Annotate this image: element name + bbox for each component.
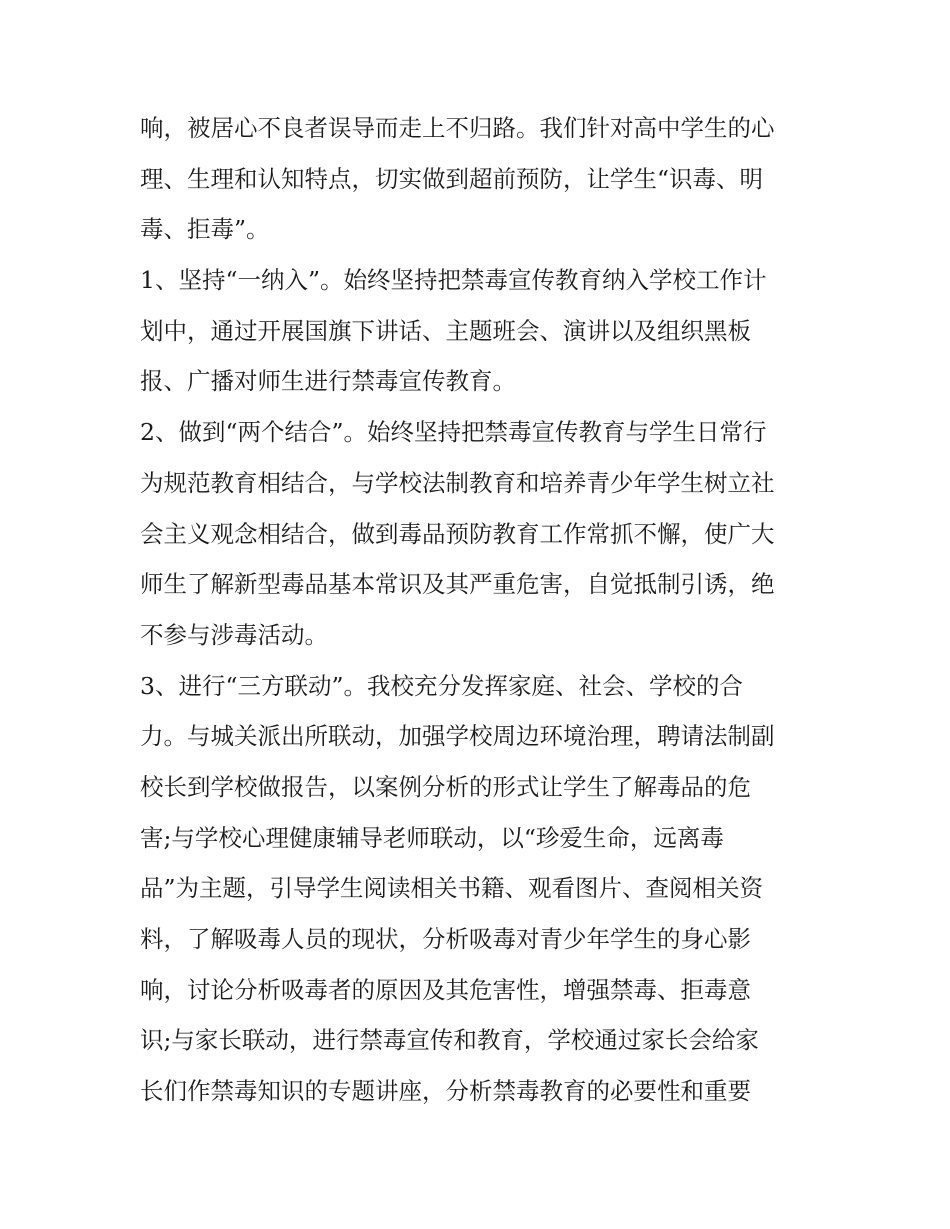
text-line: 响，讨论分析吸毒者的原因及其危害性，增强禁毒、拒毒意 <box>140 975 751 1004</box>
text-line: 害;与学校心理健康辅导老师联动，以“珍爱生命，远离毒 <box>140 823 724 852</box>
text-line: 理、生理和认知特点，切实做到超前预防，让学生“识毒、明 <box>140 164 764 193</box>
text-line: 会主义观念相结合，做到毒品预防教育工作常抓不懈，使广大 <box>140 519 775 548</box>
text-line: 1、坚持“一纳入”。始终坚持把禁毒宣传教育纳入学校工作计 <box>140 266 767 295</box>
text-line: 力。与城关派出所联动，加强学校周边环境治理，聘请法制副 <box>140 722 775 751</box>
text-line: 品”为主题，引导学生阅读相关书籍、观看图片、查阅相关资 <box>140 874 764 903</box>
text-line: 师生了解新型毒品基本常识及其严重危害，自觉抵制引诱，绝 <box>140 570 775 599</box>
body-text <box>140 103 820 1117</box>
text-line: 长们作禁毒知识的专题讲座，分析禁毒教育的必要性和重要 <box>140 1077 751 1106</box>
text-line: 为规范教育相结合，与学校法制教育和培养青少年学生树立社 <box>140 468 775 497</box>
text-line: 响，被居心不良者误导而走上不归路。我们针对高中学生的心 <box>140 114 775 142</box>
text-line: 毒、拒毒”。 <box>140 215 270 244</box>
text-line: 3、进行“三方联动”。我校充分发挥家庭、社会、学校的合 <box>140 671 743 700</box>
text-line: 不参与涉毒活动。 <box>140 620 328 649</box>
text-line: 料，了解吸毒人员的现状，分析吸毒对青少年学生的身心影 <box>140 925 751 953</box>
text-line: 识;与家长联动，进行禁毒宣传和教育，学校通过家长会给家 <box>140 1026 759 1055</box>
text-line: 划中，通过开展国旗下讲话、主题班会、演讲以及组织黑板 <box>140 316 751 345</box>
text-line: 2、做到“两个结合”。始终坚持把禁毒宣传教育与学生日常行 <box>140 418 767 447</box>
text-line: 报、广播对师生进行禁毒宣传教育。 <box>140 367 516 396</box>
text-line: 校长到学校做报告，以案例分析的形式让学生了解毒品的危 <box>140 772 751 801</box>
